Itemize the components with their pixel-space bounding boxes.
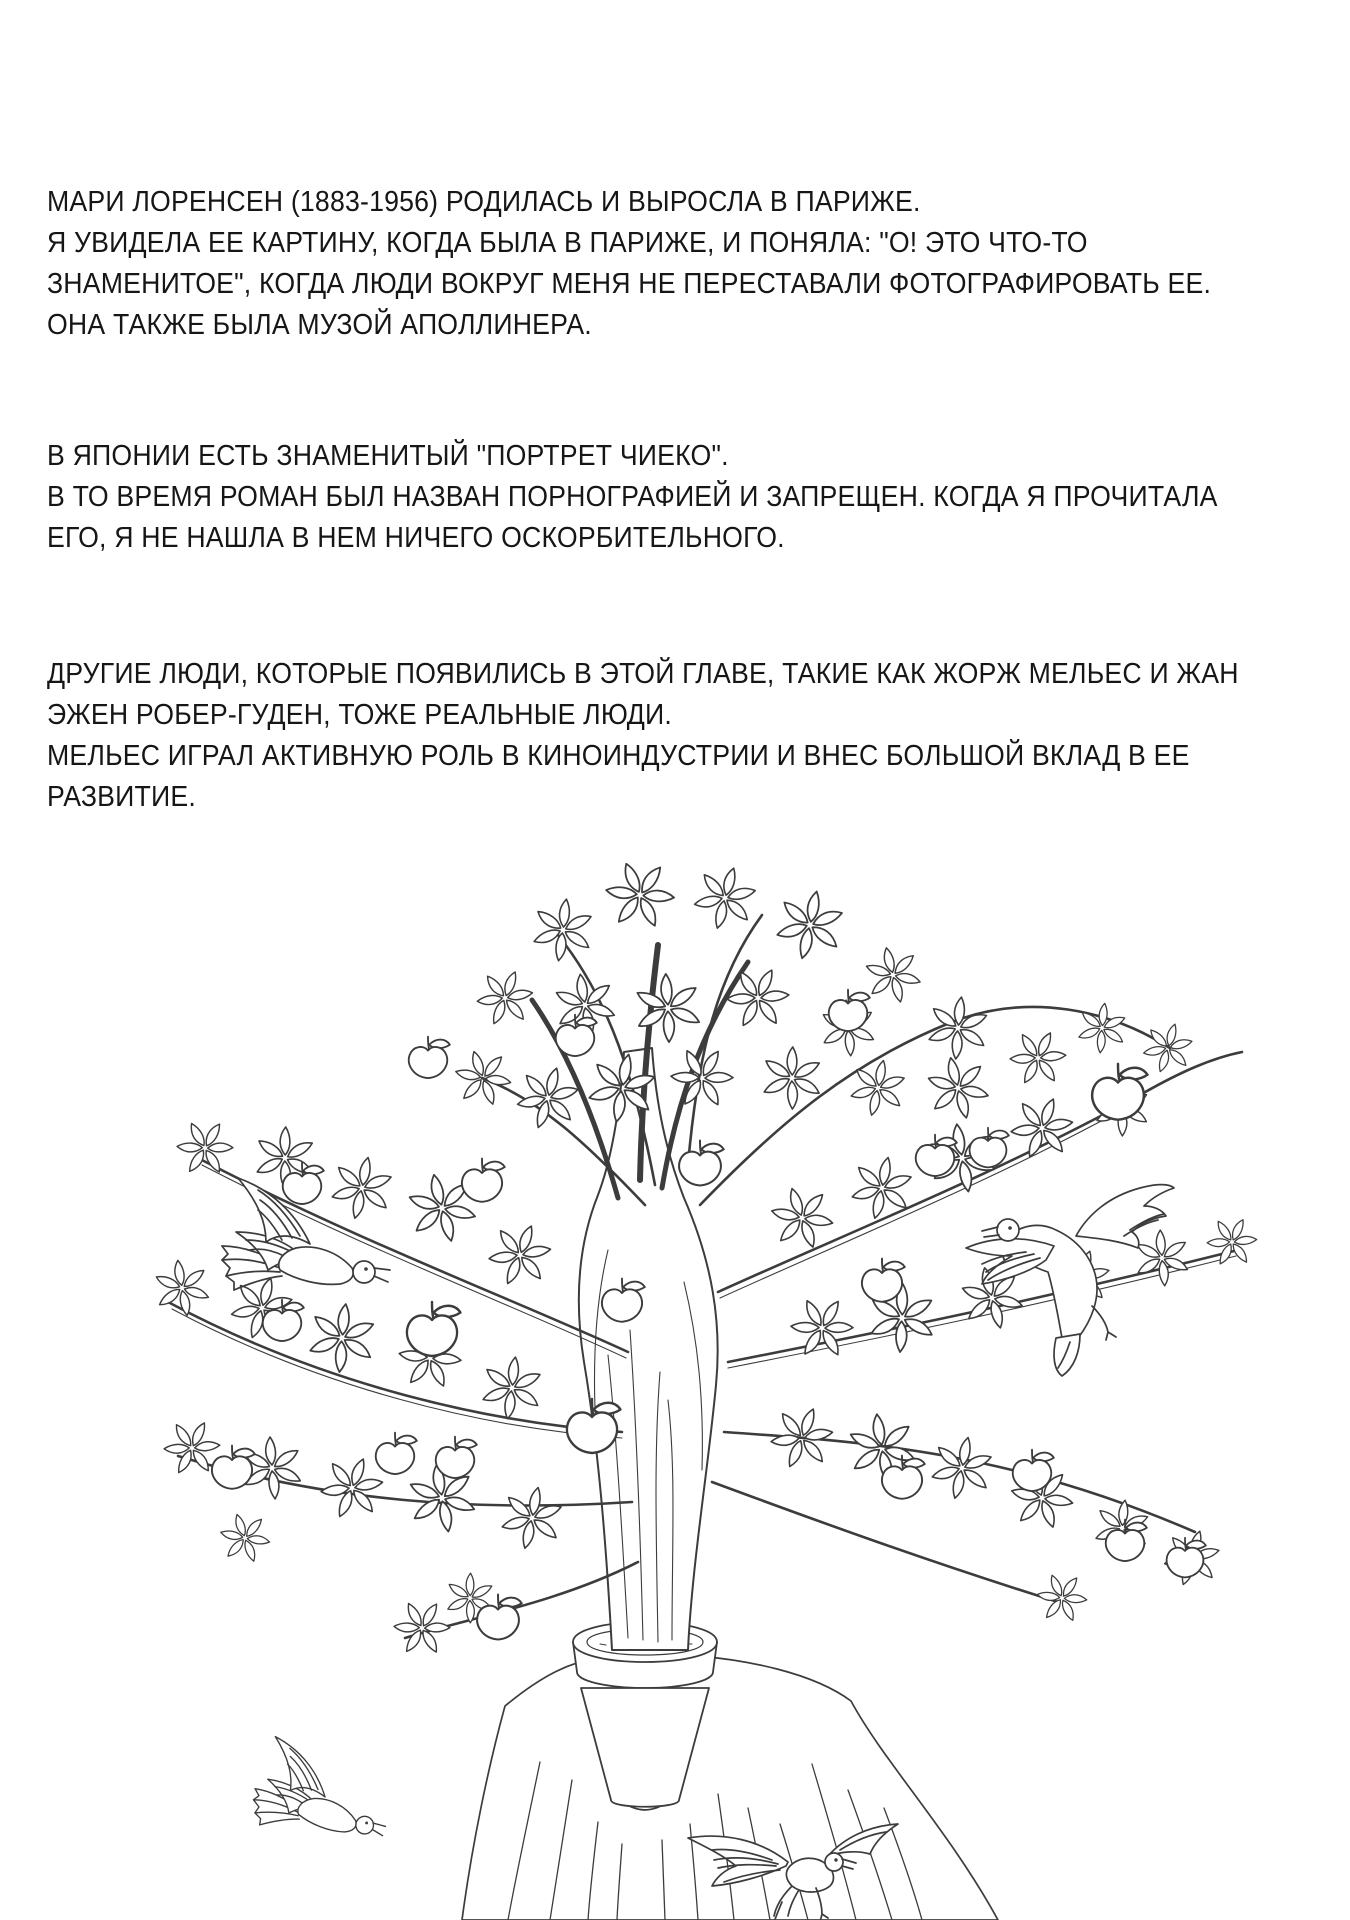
text-line: В ТО ВРЕМЯ РОМАН БЫЛ НАЗВАН ПОРНОГРАФИЕЙ И ЗАПРЕЩЕН. КОГДА Я ПРОЧИТАЛА	[47, 481, 1218, 513]
leaf-cluster-icon	[915, 1045, 1001, 1131]
leaf-cluster-icon	[143, 1250, 220, 1327]
leaf-cluster-icon	[528, 894, 598, 966]
leaf-cluster-icon	[1124, 1221, 1200, 1296]
leaf-cluster-icon	[325, 1150, 399, 1226]
leaf-cluster-icon	[845, 1054, 912, 1122]
apple-icon	[407, 1302, 461, 1356]
leaf-cluster-icon	[925, 1430, 999, 1506]
text-line: МАРИ ЛОРЕНСЕН (1883-1956) РОДИЛАСЬ И ВЫРОСЛА В ПАРИЖЕ.	[47, 186, 921, 218]
leaf-cluster-icon	[210, 1503, 279, 1572]
text-line: ЕГО, Я НЕ НАШЛА В НЕМ НИЧЕГО ОСКОРБИТЕЛЬНОГО.	[47, 522, 785, 554]
text-line: Я УВИДЕЛА ЕЕ КАРТИНУ, КОГДА БЫЛА В ПАРИЖЕ, И ПОНЯЛА: "О! ЭТО ЧТО-ТО	[47, 227, 1088, 259]
leaf-cluster-icon	[751, 1038, 833, 1119]
leaf-cluster-icon	[593, 848, 688, 943]
text-line: ЗНАМЕНИТОЕ", КОГДА ЛЮДИ ВОКРУГ МЕНЯ НЕ ПЕРЕСТАВАЛИ ФОТОГРАФИРОВАТЬ ЕЕ.	[47, 268, 1212, 300]
leaf-cluster-icon	[780, 1285, 865, 1371]
text-line: МЕЛЬЕС ИГРАЛ АКТИВНУЮ РОЛЬ В КИНОИНДУСТРИИ И ВНЕС БОЛЬШОЙ ВКЛАД В ЕЕ	[47, 740, 1190, 772]
bird-icon-right	[966, 1185, 1174, 1376]
text-line: ЭЖЕН РОБЕР-ГУДЕН, ТОЖЕ РЕАЛЬНЫЕ ЛЮДИ.	[47, 699, 673, 731]
leaf-cluster-icon	[635, 974, 701, 1042]
text-line: ОНА ТАКЖЕ БЫЛА МУЗОЙ АПОЛЛИНЕРА.	[47, 309, 592, 341]
apple-icon	[679, 1141, 724, 1186]
leaf-cluster-icon	[1070, 997, 1133, 1059]
apple-icon	[462, 1159, 505, 1202]
leaf-cluster-icon	[1001, 1020, 1076, 1096]
leaf-cluster-icon	[480, 1214, 561, 1296]
apple-icon	[970, 1128, 1009, 1168]
leaf-cluster-icon	[769, 884, 851, 967]
apple-icon	[829, 990, 870, 1031]
leaf-cluster-icon	[918, 989, 997, 1067]
leaf-cluster-icon	[1028, 1564, 1097, 1633]
text-line: В ЯПОНИИ ЕСТЬ ЗНАМЕНИТЫЙ "ПОРТРЕТ ЧИЕКО".	[47, 440, 729, 472]
leaf-cluster-icon	[298, 1295, 385, 1381]
leaf-cluster-icon	[1199, 1209, 1266, 1276]
leaf-cluster-icon	[716, 956, 799, 1040]
leaf-cluster-icon	[689, 863, 761, 933]
leaf-cluster-icon	[1002, 1087, 1083, 1169]
apple-icon	[409, 1037, 450, 1078]
apple-icon	[436, 1437, 477, 1478]
leaf-cluster-icon	[854, 936, 932, 1014]
apple-icon	[376, 1433, 417, 1474]
leaf-cluster-icon	[495, 1480, 569, 1556]
text-line: РАЗВИТИЕ.	[47, 781, 196, 813]
apple-icon	[1092, 1064, 1147, 1120]
bird-icon-bottom-left	[250, 1735, 396, 1842]
text-line: ДРУГИЕ ЛЮДИ, КОТОРЫЕ ПОЯВИЛИСЬ В ЭТОЙ ГЛАВЕ, ТАКИЕ КАК ЖОРЖ МЕЛЬЕС И ЖАН	[47, 658, 1239, 690]
leaf-cluster-icon	[384, 1590, 461, 1667]
